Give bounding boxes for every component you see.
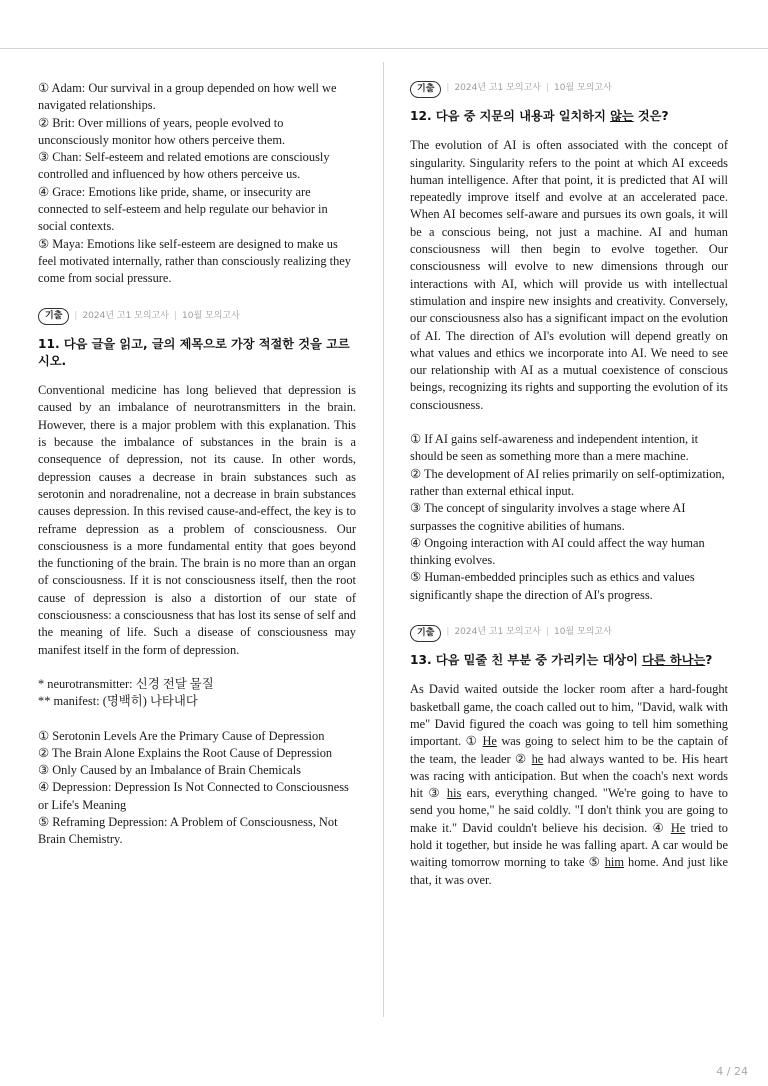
title-text: 12. 다음 중 지문의 내용과 일치하지 — [410, 109, 611, 123]
question-title: 11. 다음 글을 읽고, 글의 제목으로 가장 적절한 것을 고르시오. — [38, 336, 350, 368]
exam-year: 2024년 고1 모의고사 — [454, 83, 541, 94]
page-number — [716, 1065, 748, 1078]
passage: Conventional medicine has long believed that depression is caused by an imbalance of neurotransmitters in the brain. However, there is a major problem with this explanation. This is because the imbalance of substances in the brain is a consequence of depression, not its cause. In other words, depression causes a decrease in brain substances such as serotonin and noradrenaline, not a decrease in brain substances causes depression. In this revised cause-and-effect, the key is to reframe depression as a problem of consciousness. Our consciousness is a more fundamental entity that goes beyond the functioning of the brain. The brain is no more than an organ of consciousness. If it is not consciousness itself, then the root cause of depression is also a distortion of our state of consciousness: a consciousness that has lost its sense of self and the meaning of life. Such a disease of consciousness may manifest itself in the form of depression. — [38, 383, 356, 657]
column-divider — [383, 62, 384, 1017]
option-1: ① Serotonin Levels Are the Primary Cause of Depression — [38, 728, 325, 743]
left-column — [38, 80, 356, 849]
underlined-word-5: him — [604, 855, 624, 870]
passage-text: home. And just like that, it was over. — [410, 855, 728, 887]
separator: | — [173, 310, 178, 321]
source-tag — [38, 308, 356, 326]
exam-month: 10월 모의고사 — [554, 627, 612, 638]
question-12 — [410, 80, 728, 604]
separator: | — [74, 310, 78, 321]
footnote-1: * neurotransmitter: 신경 전달 물질 — [38, 676, 214, 691]
separator: | — [446, 627, 450, 638]
option-2: ② Brit: Over millions of years, people evolved to unconsciously monitor how others perceive them. — [38, 115, 286, 147]
title-underlined: 다른 하나는 — [642, 653, 706, 668]
exam-year: 2024년 고1 모의고사 — [82, 310, 169, 321]
option-1: ① Adam: Our survival in a group depended on how well we navigated relationships. — [38, 81, 337, 113]
page-current: 4 — [716, 1065, 724, 1078]
answer-options — [38, 728, 356, 849]
question-13 — [410, 624, 728, 889]
separator: | — [545, 83, 550, 94]
option-4: ④ Grace: Emotions like pride, shame, or insecurity are connected to self-esteem and help regulate our behavior in social contexts. — [38, 184, 328, 234]
exam-month: 10월 모의고사 — [554, 83, 612, 94]
option-4: ④ Depression: Depression Is Not Connected to Consciousness or Life's Meaning — [38, 780, 349, 812]
passage: The evolution of AI is often associated with the concept of singularity. Singularity refers to the point at which AI exceeds human intelligence. After that point, it is predicted that AI will repeatedly improve itself and evolve at an accelerated pace. When AI becomes self-aware and pursues its own goals, it will be a conscious being, not just a machine. AI and human consciousness will then begin to evolve together. Our consciousness will evolve to new dimensions through our interactions with AI, which will provide us with intellectual stimulation and inspire new insights and creativity. Conversely, our consciousness also has a significant impact on the evolution of AI. The direction of AI's evolution will depend greatly on what values and ethics we incorporate into AI. We need to see our relationship with AI as a mutual coexistence of conscious beings, recognizing its rights and supporting the evolution of its consciousness. — [410, 138, 728, 412]
page-total: 24 — [734, 1065, 748, 1078]
passage-text: tried to hold it together, but inside he was falling apart. A car would be waiting tomorrow morning to take ⑤ — [410, 820, 728, 870]
exam-month: 10월 모의고사 — [182, 310, 240, 321]
separator: | — [545, 627, 550, 638]
title-text: 13. 다음 밑줄 친 부분 중 가리키는 대상이 — [410, 653, 643, 668]
option-3: ③ Chan: Self-esteem and related emotions are consciously controlled and influenced by how others perceive us. — [38, 150, 330, 182]
passage-text: ears, everything changed. "We're going to have to send you home," he said coldly. "I don't think you are going to make it." David couldn't believe his decision. ④ — [410, 786, 728, 835]
passage-text: was going to select him to be the captain of the team, the leader ② — [410, 734, 729, 766]
source-tag — [410, 80, 728, 98]
right-column — [410, 80, 728, 889]
option-3: ③ The concept of singularity involves a stage where AI surpasses the cognitive abilities of humans. — [410, 501, 686, 533]
title-underlined: 않는 — [610, 109, 634, 123]
option-5: ⑤ Maya: Emotions like self-esteem are designed to make us feel motivated internally, rather than consciously realizing they come from social pressure. — [38, 236, 351, 286]
option-1: ① If AI gains self-awareness and independent intention, it should be seen as something more than a mere machine. — [410, 432, 699, 464]
passage-text: had always wanted to be. His heart was racing with anticipation. But when the coach's next words hit ③ — [410, 751, 728, 801]
page-sep: / — [726, 1065, 731, 1078]
option-3: ③ Only Caused by an Imbalance of Brain Chemicals — [38, 763, 301, 778]
option-4: ④ Ongoing interaction with AI could affect the way human thinking evolves. — [410, 535, 705, 568]
footnotes — [38, 676, 356, 711]
title-text-end: 것은? — [633, 109, 669, 123]
answer-options — [410, 431, 728, 604]
past-exam-badge: 기출 — [410, 81, 441, 98]
underlined-word-1: He — [482, 734, 497, 749]
option-2: ② The Brain Alone Explains the Root Cause of Depression — [38, 745, 333, 760]
prev-question-options — [38, 80, 356, 288]
underlined-word-4: He — [670, 820, 686, 835]
question-11 — [38, 308, 356, 849]
option-5: ⑤ Reframing Depression: A Problem of Consciousness, Not Brain Chemistry. — [38, 814, 338, 847]
exam-year: 2024년 고1 모의고사 — [454, 627, 541, 638]
question-title — [410, 652, 728, 669]
title-text-end: ? — [705, 653, 713, 668]
header-rule — [0, 48, 768, 49]
underlined-word-3: his — [446, 786, 462, 801]
passage-text: As David waited outside the locker room after a hard-fought basketball game, the coach called out to him, "David, walk with me" David figured the coach was going to tell him something important. ① — [410, 682, 728, 749]
past-exam-badge: 기출 — [410, 625, 441, 642]
past-exam-badge: 기출 — [38, 308, 69, 325]
option-5: ⑤ Human-embedded principles such as ethics and values significantly shape the direction of AI's progress. — [410, 570, 695, 602]
source-tag — [410, 624, 728, 642]
separator: | — [446, 83, 450, 94]
question-title — [410, 108, 728, 125]
option-2: ② The development of AI relies primarily on self-optimization, rather than external ethical input. — [410, 466, 725, 498]
passage — [410, 681, 728, 889]
underlined-word-2: he — [531, 751, 544, 766]
footnote-2: ** manifest: (명백히) 나타내다 — [38, 694, 198, 709]
